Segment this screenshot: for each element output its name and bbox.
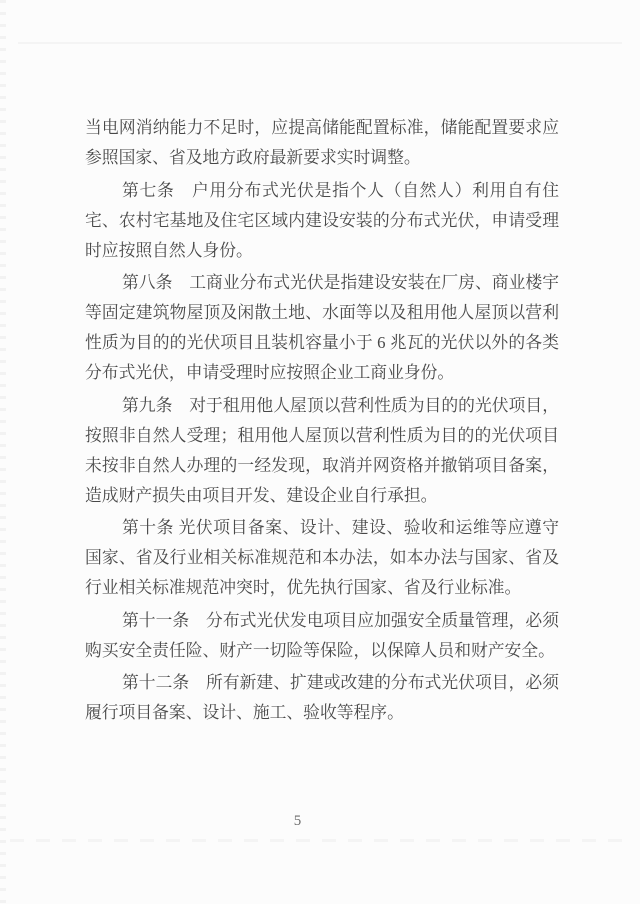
text-line: 第十二条 所有新建、扩建或改建的分布式光伏项目，必须	[121, 673, 559, 692]
paragraph	[85, 176, 559, 266]
text-line: 造成财产损失由项目开发、建设企业自行承担。	[85, 485, 438, 505]
paragraph	[85, 668, 559, 728]
paragraph	[85, 113, 559, 173]
text-line: 按照非自然人受理；租用他人屋顶以营利性质为目的的光伏项目	[85, 425, 559, 445]
text-line: 行业相关标准规范冲突时，优先执行国家、省及行业标准。	[85, 578, 522, 597]
text-line: 时应按照自然人身份。	[85, 240, 253, 260]
text-line: 第九条 对于租用他人屋顶以营利性质为目的的光伏项目，	[121, 395, 559, 415]
paragraph	[85, 391, 559, 511]
text-line: 等固定建筑物屋顶及闲散土地、水面等以及租用他人屋顶以营利	[85, 303, 559, 322]
scan-artifact-top-streak	[18, 42, 622, 44]
text-line: 第十一条 分布式光伏发电项目应加强安全质量管理，必须	[121, 610, 559, 630]
text-line: 性质为目的的光伏项目且装机容量小于 6 兆瓦的光伏以外的各类	[85, 333, 559, 352]
paragraph	[85, 268, 559, 388]
text-line: 参照国家、省及地方政府最新要求实时调整。	[85, 148, 421, 167]
text-line: 国家、省及行业相关标准规范和本办法，如本办法与国家、省及	[85, 548, 559, 567]
text-line: 当电网消纳能力不足时，应提高储能配置标准，储能配置要求应	[85, 118, 559, 137]
text-line: 第八条 工商业分布式光伏是指建设安装在厂房、商业楼宇	[121, 273, 559, 292]
page-number: 5	[293, 813, 303, 829]
text-line: 分布式光伏，申请受理时应按照企业工商业身份。	[85, 363, 455, 382]
text-line: 第七条 户用分布式光伏是指个人（自然人）利用自有住	[121, 180, 559, 200]
text-line: 未按非自然人办理的一经发现，取消并网资格并撤销项目备案，	[85, 455, 559, 475]
scan-artifact-bottom-streak	[10, 839, 630, 842]
paragraph	[85, 606, 559, 666]
paragraph	[85, 513, 559, 603]
scan-artifact-left-edge	[0, 0, 6, 904]
text-line: 第十条 光伏项目备案、设计、建设、验收和运维等应遵守	[121, 518, 559, 537]
text-line: 购买安全责任险、财产一切险等保险，以保障人员和财产安全。	[85, 640, 555, 660]
text-line: 宅、农村宅基地及住宅区域内建设安装的分布式光伏，申请受理	[85, 210, 559, 230]
text-line: 履行项目备案、设计、施工、验收等程序。	[85, 703, 404, 722]
document-body	[85, 113, 559, 728]
